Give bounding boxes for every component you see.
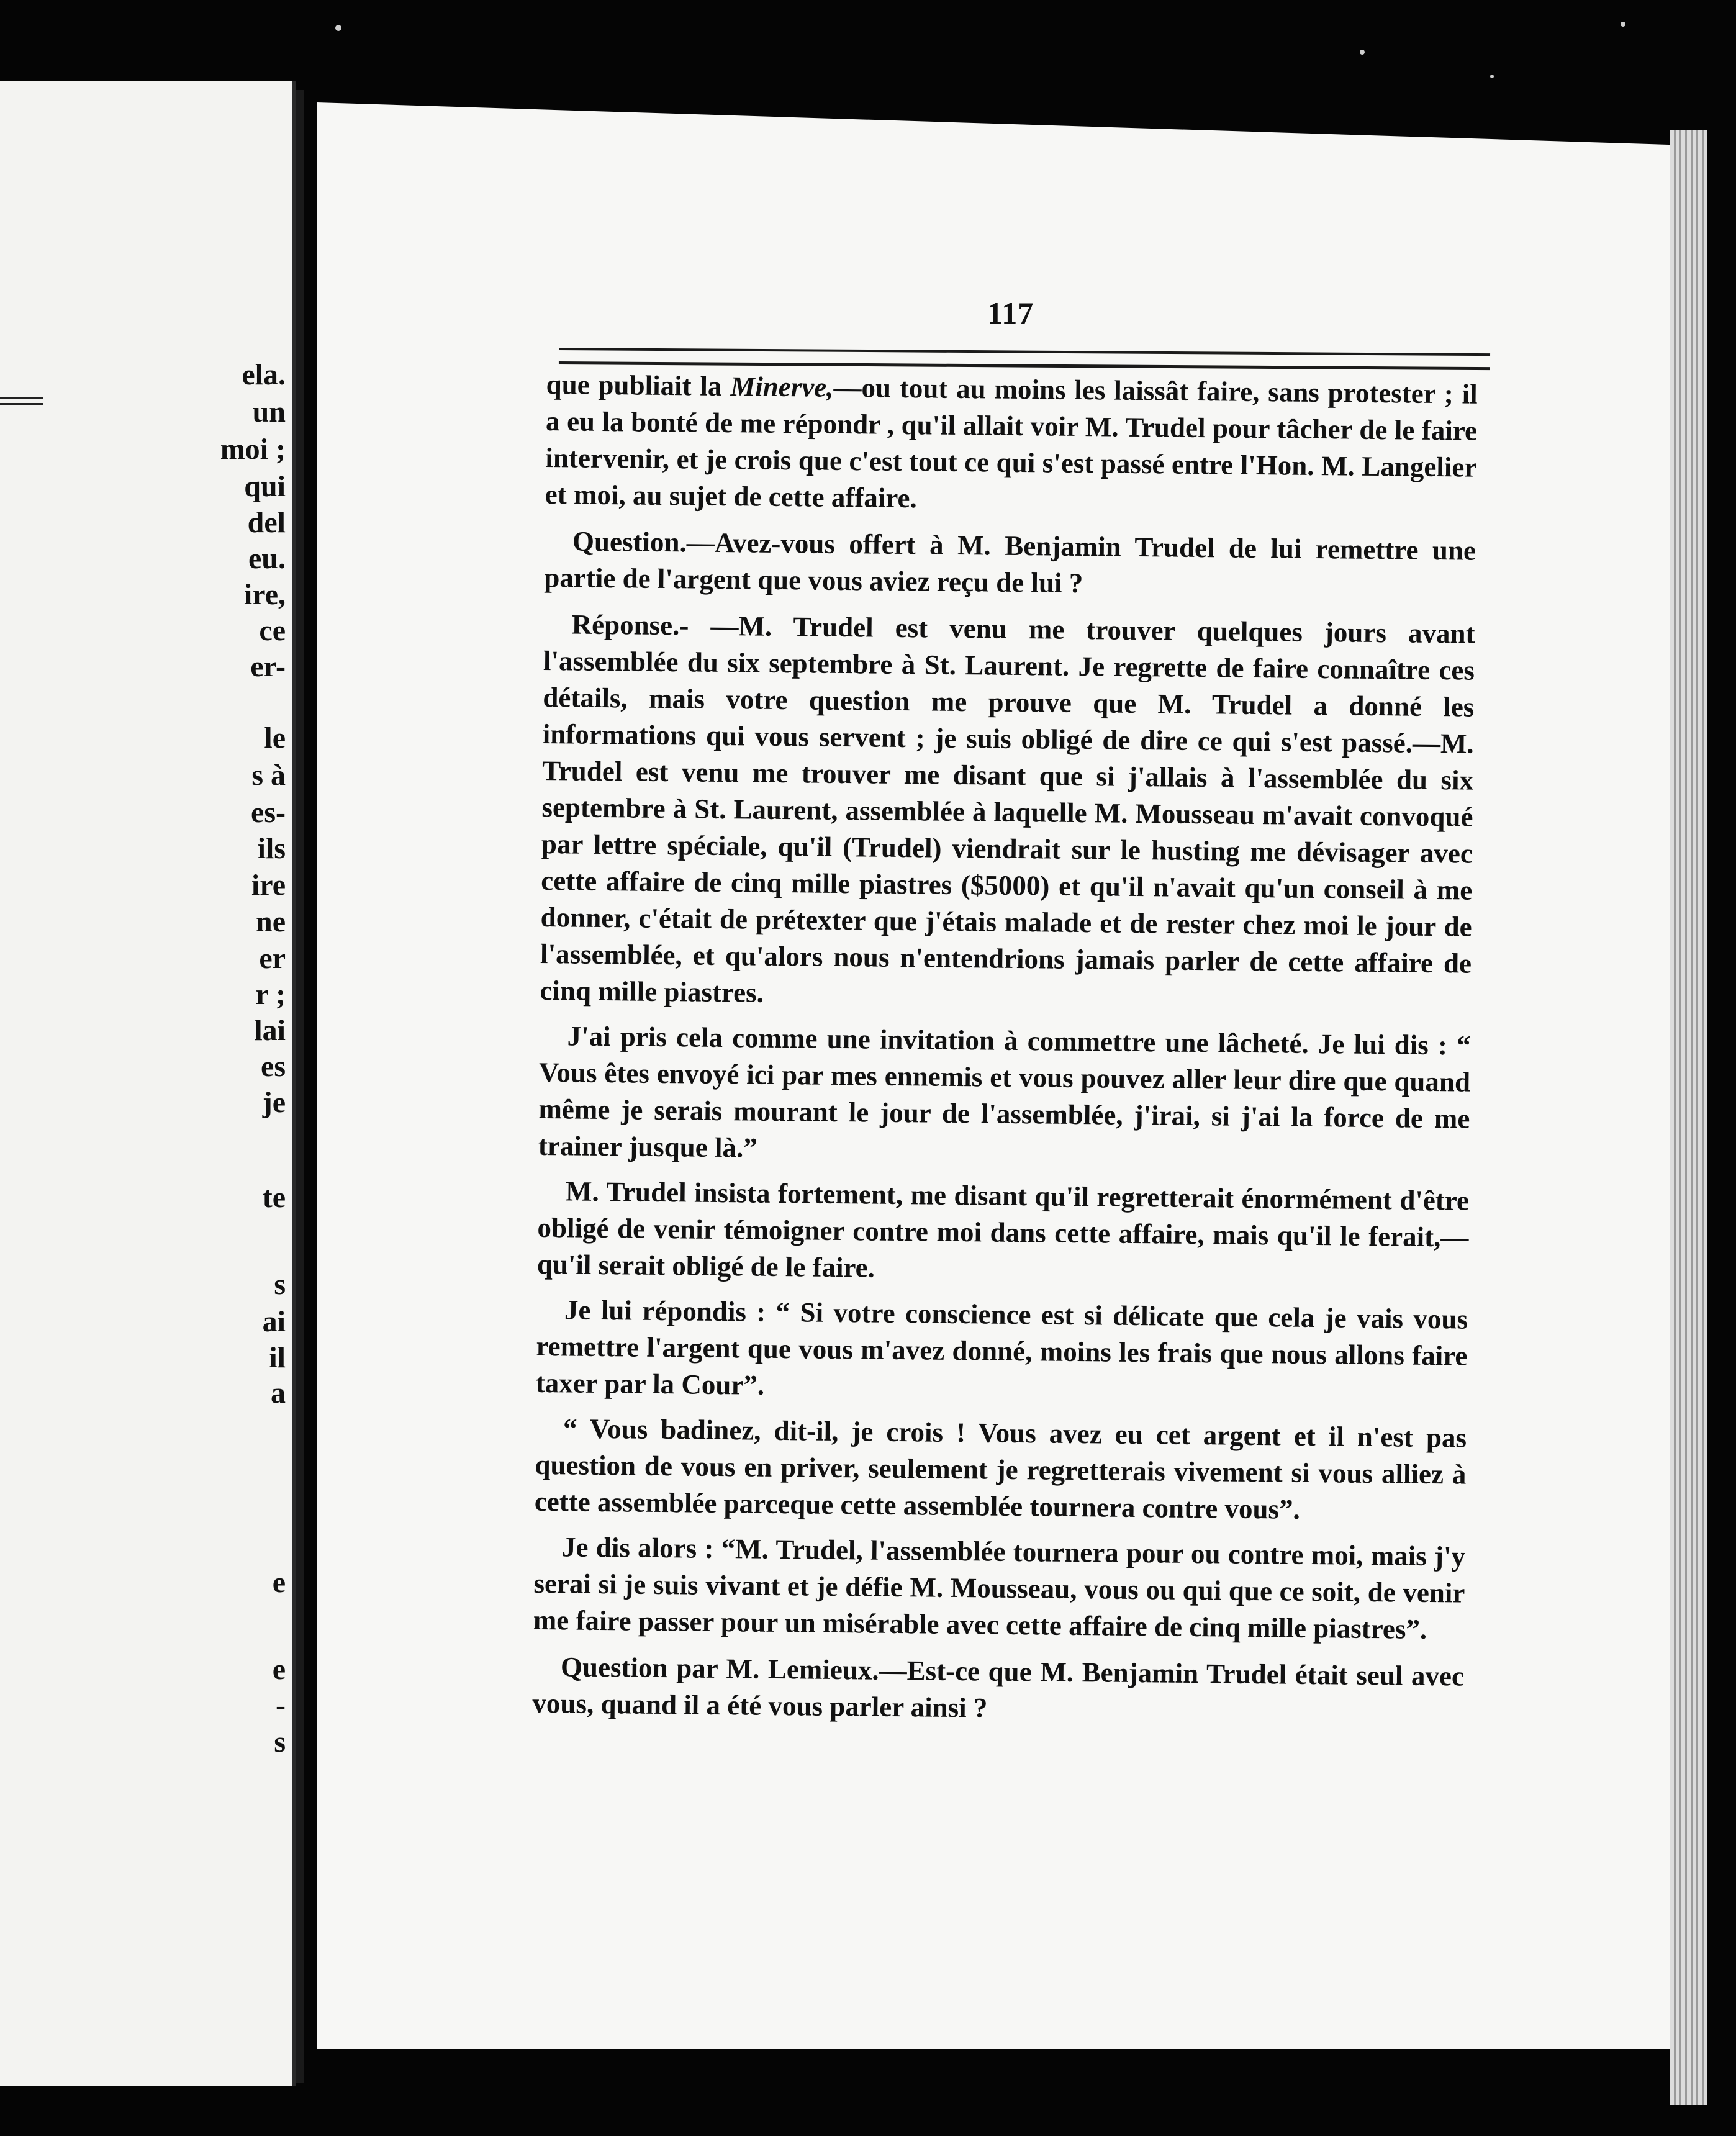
scan-speck bbox=[1490, 75, 1494, 78]
paragraph-text: —ou tout au moins les laissât faire, sans protester ; il a eu la bonté de me répondr , qu'il allait voir M. Trudel pour tâcher de le faire intervenir, et je crois que c'est tout ce qui s'est passé entre l'Hon. M. Langelier et moi, au sujet de cette affaire. bbox=[545, 371, 1478, 514]
scan-speck bbox=[1360, 50, 1365, 55]
paragraph-text: “ Vous badinez, dit-il, je crois ! Vous avez eu cet argent et il n'est pas question de vous en priver, seulement je regretterais vivement si vous alliez à cette assemblée parceque cette assemblée tournera contre vous”. bbox=[534, 1413, 1467, 1525]
left-margin-fragment: le bbox=[264, 722, 286, 754]
left-margin-fragment: moi ; bbox=[220, 433, 286, 466]
page-edge-stack bbox=[1670, 130, 1707, 2105]
left-margin-fragment: ire bbox=[251, 869, 286, 902]
left-header-rule bbox=[0, 397, 43, 405]
body-text bbox=[532, 366, 1478, 1740]
paragraph-lead: Question par M. Lemieux. bbox=[560, 1651, 879, 1686]
book-spine bbox=[296, 90, 304, 2083]
paragraph-lead: Question. bbox=[572, 525, 687, 558]
left-margin-fragment: e bbox=[272, 1566, 286, 1599]
left-margin-fragment: s à bbox=[251, 759, 286, 792]
paragraph bbox=[544, 523, 1476, 606]
left-margin-fragment: er- bbox=[250, 650, 286, 683]
left-margin-fragment: er bbox=[259, 942, 286, 975]
paragraph-text: —Est-ce que M. Benjamin Trudel était seul avec vous, quand il a été vous parler ainsi ? bbox=[532, 1654, 1465, 1724]
paragraph bbox=[535, 1410, 1467, 1530]
left-margin-fragment: ne bbox=[256, 905, 286, 938]
left-margin-fragment: qui bbox=[244, 470, 286, 503]
left-margin-fragment: ire, bbox=[243, 578, 286, 611]
paragraph-lead: Réponse. bbox=[571, 609, 680, 641]
left-page bbox=[0, 81, 296, 2086]
paragraph-text: J'ai pris cela comme une invitation à commettre une lâcheté. Je lui dis : “ Vous êtes envoyé ici par mes ennemis et vous pouvez aller leur dire que quand même je serais mourant le jour de l'assemblée, j'irai, si j'ai la force de me trainer jusque là.” bbox=[538, 1020, 1471, 1164]
left-margin-fragment: lai bbox=[254, 1014, 286, 1047]
left-margin-fragment: - bbox=[276, 1689, 286, 1722]
paragraph bbox=[537, 1173, 1470, 1293]
paragraph bbox=[538, 1018, 1471, 1174]
left-margin-fragment: te bbox=[262, 1181, 286, 1214]
left-margin-fragment: r ; bbox=[255, 978, 286, 1011]
scan-speck bbox=[335, 25, 341, 31]
paragraph bbox=[533, 1529, 1466, 1649]
left-margin-fragment: je bbox=[262, 1086, 286, 1119]
left-margin-fragment: ai bbox=[262, 1305, 286, 1338]
left-margin-fragment: es- bbox=[251, 796, 286, 829]
paragraph-text: Je dis alors : “M. Trudel, l'assemblée tournera pour ou contre moi, mais j'y serai si je suis vivant et je défie M. Mousseau, vous ou qui que ce soit, de venir me faire passer pour un misérable avec cette affaire de cinq mille piastres”. bbox=[533, 1531, 1466, 1645]
paragraph bbox=[545, 366, 1478, 523]
left-margin-fragment: un bbox=[252, 396, 286, 428]
paragraph-text: que publiait la bbox=[546, 368, 731, 402]
paragraph-text: M. Trudel insista fortement, me disant qu'il regretterait énormément d'être obligé de venir témoigner contre moi dans cette affaire, mais qu'il le ferait,—qu'il serait obligé de le faire. bbox=[536, 1175, 1470, 1283]
left-margin-fragment: ela. bbox=[242, 358, 286, 391]
paragraph-text: - —M. Trudel est venu me trouver quelques jours avant l'assemblée du six septembre à St. Laurent. Je regrette de faire connaître ces détails, mais votre question me prouve que M. Trudel a donné les informations qui vous servent ; je suis obligé de dire ce qui s'est passé.—M. Trudel est venu me trouver me disant que si j'allais à l'assemblée du six septembre à St. Laurent, assemblée à laquelle M. Mousseau m'avait convoqué par lettre spéciale, qu'il (Trudel) viendrait sur le husting me dévisager avec cette affaire de cinq mille piastres ($5000) et qu'il n'avait qu'un conseil à me donner, c'était de prétexter que j'étais malade et de rester chez moi le jour de l'assemblée, et qu'alors nous n'entendrions jamais parler de cette affaire de cinq mille piastres. bbox=[540, 610, 1475, 1008]
emphasis-text: Minerve, bbox=[730, 371, 834, 403]
left-margin-fragment: il bbox=[269, 1341, 286, 1374]
scan-speck bbox=[1621, 22, 1625, 27]
left-margin-fragment: del bbox=[247, 506, 286, 539]
left-margin-fragment: a bbox=[271, 1377, 286, 1410]
page-number: 117 bbox=[987, 296, 1034, 330]
left-margin-fragment: es bbox=[261, 1050, 286, 1083]
paragraph-text: Je lui répondis : “ Si votre conscience est si délicate que cela je vais vous remettre l'argent que vous m'avez donné, moins les frais que nous allons faire taxer par la Cour”. bbox=[535, 1294, 1468, 1401]
paragraph bbox=[532, 1649, 1464, 1732]
left-margin-fragment: s bbox=[274, 1726, 286, 1758]
left-margin-fragment: s bbox=[274, 1268, 286, 1301]
left-margin-fragment: ce bbox=[259, 614, 286, 647]
left-margin-fragment: eu. bbox=[248, 542, 286, 575]
paragraph bbox=[540, 606, 1475, 1019]
left-margin-fragment: ils bbox=[257, 832, 286, 865]
paragraph-text: —Avez-vous offert à M. Benjamin Trudel de lui remettre une partie de l'argent que vous aviez reçu de lui ? bbox=[544, 527, 1476, 599]
paragraph bbox=[536, 1292, 1468, 1411]
left-margin-fragment: e bbox=[272, 1653, 286, 1686]
